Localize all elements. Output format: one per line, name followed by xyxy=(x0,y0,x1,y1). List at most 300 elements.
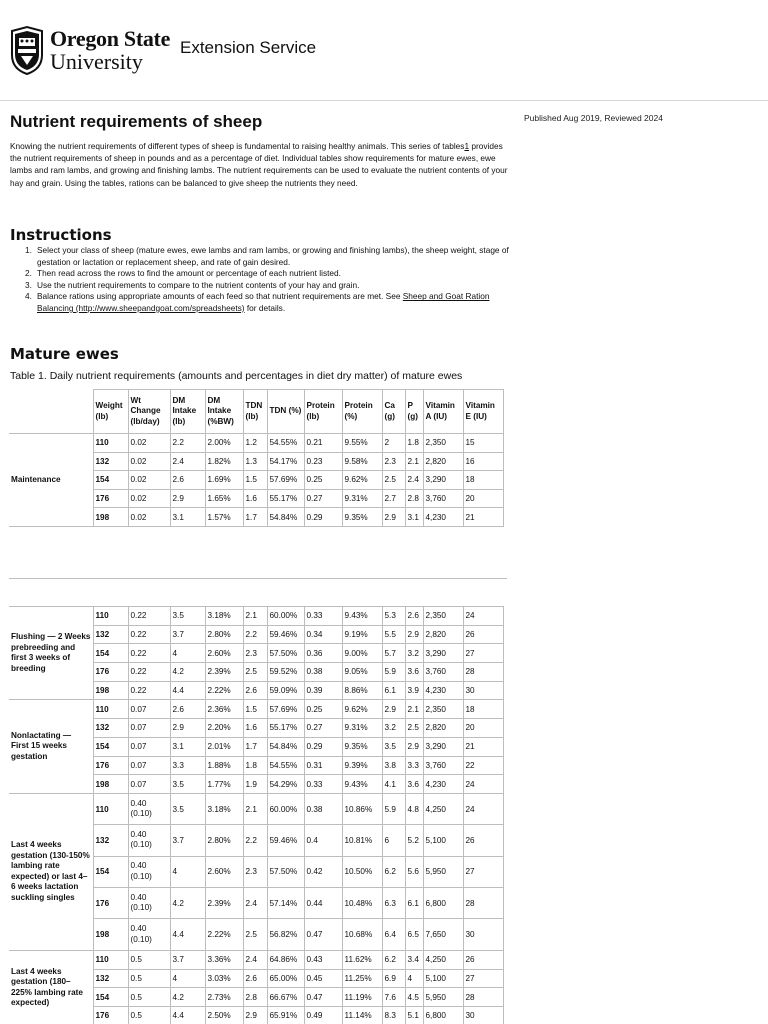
cell-protein-pct: 9.62% xyxy=(342,700,382,719)
list-item: 2. Then read across the rows to find the amount or percentage of each nutrient listed. xyxy=(25,268,341,279)
cell-tdn-lb: 2.8 xyxy=(243,988,267,1007)
cell-dm-intake-lb: 2.4 xyxy=(170,452,205,471)
cell-protein-pct: 10.48% xyxy=(342,888,382,919)
cell-weight: 132 xyxy=(93,452,128,471)
cell-protein-lb: 0.42 xyxy=(304,856,342,887)
cell-protein-pct: 9.31% xyxy=(342,719,382,738)
cell-weight: 198 xyxy=(93,775,128,794)
cell-protein-pct: 9.19% xyxy=(342,625,382,644)
cell-dm-intake-pct: 2.00% xyxy=(205,434,243,453)
cell-protein-pct: 9.05% xyxy=(342,663,382,682)
cell-dm-intake-pct: 3.36% xyxy=(205,950,243,969)
cell-protein-pct: 9.55% xyxy=(342,434,382,453)
cell-dm-intake-pct: 1.57% xyxy=(205,508,243,527)
cell-ca: 6.2 xyxy=(382,856,405,887)
cell-dm-intake-pct: 2.60% xyxy=(205,644,243,663)
cell-ca: 6.2 xyxy=(382,950,405,969)
cell-wt-change: 0.22 xyxy=(128,681,170,700)
cell-tdn-lb: 2.6 xyxy=(243,681,267,700)
cell-weight: 110 xyxy=(93,950,128,969)
cell-dm-intake-pct: 2.36% xyxy=(205,700,243,719)
cell-dm-intake-pct: 2.80% xyxy=(205,625,243,644)
cell-weight: 154 xyxy=(93,856,128,887)
cell-wt-change: 0.07 xyxy=(128,700,170,719)
cell-protein-lb: 0.4 xyxy=(304,825,342,856)
cell-ca: 2 xyxy=(382,434,405,453)
cell-vitamin-a: 3,290 xyxy=(423,644,463,663)
cell-vitamin-e: 24 xyxy=(463,775,503,794)
cell-ca: 2.5 xyxy=(382,471,405,490)
cell-ca: 3.8 xyxy=(382,756,405,775)
cell-p: 3.9 xyxy=(405,681,423,700)
cell-tdn-pct: 55.17% xyxy=(267,489,304,508)
cell-wt-change: 0.07 xyxy=(128,737,170,756)
cell-wt-change: 0.02 xyxy=(128,452,170,471)
table-row xyxy=(9,950,503,969)
cell-protein-lb: 0.29 xyxy=(304,508,342,527)
cell-tdn-lb: 2.5 xyxy=(243,663,267,682)
cell-tdn-lb: 2.4 xyxy=(243,950,267,969)
step-text: Use the nutrient requirements to compare to the nutrient contents of your hay and grain. xyxy=(37,279,360,290)
cell-ca: 6.9 xyxy=(382,969,405,988)
cell-protein-pct: 9.39% xyxy=(342,756,382,775)
cell-ca: 5.7 xyxy=(382,644,405,663)
cell-vitamin-e: 27 xyxy=(463,856,503,887)
cell-p: 2.1 xyxy=(405,452,423,471)
cell-weight: 154 xyxy=(93,644,128,663)
cell-ca: 4.1 xyxy=(382,775,405,794)
cell-weight: 132 xyxy=(93,719,128,738)
cell-p: 5.2 xyxy=(405,825,423,856)
cell-vitamin-a: 3,760 xyxy=(423,489,463,508)
cell-dm-intake-lb: 3.7 xyxy=(170,950,205,969)
cell-vitamin-e: 22 xyxy=(463,756,503,775)
cell-protein-pct: 9.00% xyxy=(342,644,382,663)
footnote-link[interactable]: 1 xyxy=(464,141,470,151)
cell-vitamin-e: 28 xyxy=(463,888,503,919)
cell-tdn-lb: 1.7 xyxy=(243,508,267,527)
list-item: 3. Use the nutrient requirements to compare to the nutrient contents of your hay and grain. xyxy=(25,279,360,290)
table-caption: Table 1. Daily nutrient requirements (amounts and percentages in diet dry matter) of mature ewes xyxy=(10,370,463,382)
cell-tdn-lb: 1.7 xyxy=(243,737,267,756)
cell-weight: 132 xyxy=(93,625,128,644)
cell-tdn-pct: 59.09% xyxy=(267,681,304,700)
cell-wt-change: 0.40 (0.10) xyxy=(128,793,170,824)
cell-protein-lb: 0.49 xyxy=(304,1006,342,1024)
cell-tdn-lb: 1.6 xyxy=(243,719,267,738)
step-text: Then read across the rows to find the amount or percentage of each nutrient listed. xyxy=(37,268,341,279)
cell-ca: 8.3 xyxy=(382,1006,405,1024)
cell-ca: 6 xyxy=(382,825,405,856)
cell-protein-pct: 10.68% xyxy=(342,919,382,950)
osu-logo[interactable] xyxy=(10,24,170,76)
cell-protein-pct: 10.81% xyxy=(342,825,382,856)
cell-dm-intake-pct: 3.18% xyxy=(205,607,243,626)
cell-protein-lb: 0.38 xyxy=(304,663,342,682)
cell-tdn-pct: 59.46% xyxy=(267,825,304,856)
cell-ca: 6.1 xyxy=(382,681,405,700)
cell-tdn-lb: 1.8 xyxy=(243,756,267,775)
cell-tdn-lb: 1.6 xyxy=(243,489,267,508)
cell-vitamin-a: 5,950 xyxy=(423,856,463,887)
cell-vitamin-a: 4,250 xyxy=(423,793,463,824)
cell-tdn-lb: 2.4 xyxy=(243,888,267,919)
cell-p: 2.6 xyxy=(405,607,423,626)
cell-dm-intake-pct: 3.18% xyxy=(205,793,243,824)
cell-p: 2.8 xyxy=(405,489,423,508)
cell-p: 4 xyxy=(405,969,423,988)
cell-vitamin-a: 5,100 xyxy=(423,969,463,988)
cell-vitamin-a: 2,350 xyxy=(423,700,463,719)
cell-tdn-lb: 2.3 xyxy=(243,644,267,663)
page-title: Nutrient requirements of sheep xyxy=(10,112,263,131)
cell-dm-intake-lb: 3.5 xyxy=(170,775,205,794)
cell-protein-pct: 11.14% xyxy=(342,1006,382,1024)
cell-wt-change: 0.07 xyxy=(128,775,170,794)
row-group-label: Nonlactating — First 15 weeks gestation xyxy=(9,700,93,793)
cell-vitamin-a: 3,290 xyxy=(423,737,463,756)
cell-tdn-lb: 2.1 xyxy=(243,607,267,626)
column-header-vitamin-e: Vitamin E (IU) xyxy=(463,390,503,434)
cell-p: 3.1 xyxy=(405,508,423,527)
cell-tdn-pct: 54.29% xyxy=(267,775,304,794)
cell-protein-lb: 0.27 xyxy=(304,719,342,738)
cell-vitamin-e: 21 xyxy=(463,737,503,756)
cell-dm-intake-lb: 4.2 xyxy=(170,988,205,1007)
cell-weight: 198 xyxy=(93,919,128,950)
cell-vitamin-a: 5,950 xyxy=(423,988,463,1007)
column-header-weight: Weight (lb) xyxy=(93,390,128,434)
nutrient-table-stages xyxy=(9,606,504,1024)
cell-wt-change: 0.22 xyxy=(128,625,170,644)
cell-dm-intake-pct: 3.03% xyxy=(205,969,243,988)
cell-ca: 2.7 xyxy=(382,489,405,508)
cell-wt-change: 0.07 xyxy=(128,756,170,775)
cell-protein-pct: 11.19% xyxy=(342,988,382,1007)
ration-balancing-link[interactable]: Sheep and Goat Ration Balancing (http://www.sheepandgoat.com/spreadsheets) xyxy=(37,291,490,313)
step-text: for details. xyxy=(244,302,286,313)
osu-seal-icon xyxy=(10,25,44,75)
cell-dm-intake-pct: 2.39% xyxy=(205,888,243,919)
cell-vitamin-e: 27 xyxy=(463,644,503,663)
cell-protein-lb: 0.21 xyxy=(304,434,342,453)
intro-paragraph xyxy=(10,140,510,189)
cell-p: 2.9 xyxy=(405,737,423,756)
cell-p: 3.6 xyxy=(405,775,423,794)
cell-wt-change: 0.22 xyxy=(128,663,170,682)
cell-p: 4.5 xyxy=(405,988,423,1007)
intro-text-2: provides the nutrient requirements of sheep in pounds and as a percentage of diet. Individual tables show requirements for mature ewes, ewe lambs and ram lambs, and growing and finishing lambs. The nutrient requirements can be used to evaluate the nutrient contents of your hay and grain. Using the tables, rations can be balanced to give sheep the nutrients they need. xyxy=(10,141,508,188)
cell-protein-lb: 0.45 xyxy=(304,969,342,988)
cell-p: 2.9 xyxy=(405,625,423,644)
cell-protein-lb: 0.23 xyxy=(304,452,342,471)
cell-tdn-lb: 2.1 xyxy=(243,793,267,824)
cell-protein-lb: 0.34 xyxy=(304,625,342,644)
column-header-protein-lb: Protein (lb) xyxy=(304,390,342,434)
cell-vitamin-a: 3,760 xyxy=(423,663,463,682)
cell-ca: 3.2 xyxy=(382,719,405,738)
header-divider xyxy=(0,100,768,101)
cell-dm-intake-pct: 1.69% xyxy=(205,471,243,490)
intro-text-1: Knowing the nutrient requirements of different types of sheep is fundamental to raising healthy animals. This series of tables xyxy=(10,141,465,151)
cell-tdn-pct: 57.14% xyxy=(267,888,304,919)
cell-vitamin-a: 2,820 xyxy=(423,719,463,738)
instructions-list xyxy=(25,245,513,315)
published-date: Published Aug 2019, Reviewed 2024 xyxy=(524,113,663,123)
cell-tdn-pct: 64.86% xyxy=(267,950,304,969)
instructions-heading: Instructions xyxy=(10,226,112,244)
cell-dm-intake-pct: 1.82% xyxy=(205,452,243,471)
cell-tdn-pct: 57.50% xyxy=(267,644,304,663)
cell-weight: 110 xyxy=(93,793,128,824)
table-divider xyxy=(9,578,507,579)
cell-weight: 176 xyxy=(93,1006,128,1024)
cell-ca: 7.6 xyxy=(382,988,405,1007)
cell-vitamin-a: 5,100 xyxy=(423,825,463,856)
cell-protein-lb: 0.38 xyxy=(304,793,342,824)
cell-vitamin-e: 30 xyxy=(463,919,503,950)
cell-protein-pct: 9.43% xyxy=(342,775,382,794)
cell-vitamin-a: 7,650 xyxy=(423,919,463,950)
column-header-dm-intake-pct: DM Intake (%BW) xyxy=(205,390,243,434)
column-header-tdn-pct: TDN (%) xyxy=(267,390,304,434)
column-header-ca: Ca (g) xyxy=(382,390,405,434)
cell-tdn-lb: 1.2 xyxy=(243,434,267,453)
cell-vitamin-a: 3,290 xyxy=(423,471,463,490)
cell-dm-intake-pct: 1.65% xyxy=(205,489,243,508)
cell-tdn-pct: 65.00% xyxy=(267,969,304,988)
cell-tdn-lb: 1.5 xyxy=(243,700,267,719)
cell-weight: 198 xyxy=(93,508,128,527)
cell-vitamin-a: 4,230 xyxy=(423,681,463,700)
cell-vitamin-e: 24 xyxy=(463,607,503,626)
cell-vitamin-e: 26 xyxy=(463,950,503,969)
cell-tdn-pct: 57.50% xyxy=(267,856,304,887)
cell-dm-intake-pct: 2.20% xyxy=(205,719,243,738)
cell-vitamin-e: 26 xyxy=(463,825,503,856)
cell-tdn-pct: 60.00% xyxy=(267,607,304,626)
cell-protein-lb: 0.25 xyxy=(304,700,342,719)
cell-tdn-pct: 66.67% xyxy=(267,988,304,1007)
cell-dm-intake-pct: 2.39% xyxy=(205,663,243,682)
cell-dm-intake-lb: 4 xyxy=(170,856,205,887)
cell-p: 3.3 xyxy=(405,756,423,775)
cell-vitamin-e: 20 xyxy=(463,489,503,508)
extension-service-label: Extension Service xyxy=(180,38,317,57)
cell-vitamin-a: 4,250 xyxy=(423,950,463,969)
cell-dm-intake-lb: 4 xyxy=(170,644,205,663)
cell-tdn-pct: 56.82% xyxy=(267,919,304,950)
cell-vitamin-a: 2,820 xyxy=(423,625,463,644)
cell-vitamin-a: 3,760 xyxy=(423,756,463,775)
cell-wt-change: 0.07 xyxy=(128,719,170,738)
cell-dm-intake-lb: 4.2 xyxy=(170,663,205,682)
row-group-label: Maintenance xyxy=(9,434,93,527)
cell-vitamin-e: 28 xyxy=(463,663,503,682)
cell-protein-lb: 0.31 xyxy=(304,756,342,775)
list-item: 4. Balance rations using appropriate amounts of each feed so that nutrient requirements are met. See Sheep and Goat Ration Balancing (http://www.sheepandgoat.com/spreadsheets) for details. xyxy=(25,291,490,313)
cell-vitamin-e: 28 xyxy=(463,988,503,1007)
cell-dm-intake-lb: 2.6 xyxy=(170,700,205,719)
cell-tdn-pct: 54.17% xyxy=(267,452,304,471)
cell-p: 5.1 xyxy=(405,1006,423,1024)
cell-protein-lb: 0.39 xyxy=(304,681,342,700)
cell-tdn-lb: 1.5 xyxy=(243,471,267,490)
cell-vitamin-a: 2,350 xyxy=(423,434,463,453)
cell-p: 4.8 xyxy=(405,793,423,824)
cell-wt-change: 0.22 xyxy=(128,607,170,626)
cell-weight: 110 xyxy=(93,607,128,626)
cell-vitamin-e: 26 xyxy=(463,625,503,644)
cell-vitamin-e: 30 xyxy=(463,1006,503,1024)
cell-dm-intake-lb: 3.3 xyxy=(170,756,205,775)
step-text: Select your class of sheep (mature ewes, ewe lambs and ram lambs, or growing and finishing lambs), the sheep weight, stage of gestation or lactation or replacement sheep, and rate of gain desired. xyxy=(37,245,509,267)
cell-weight: 198 xyxy=(93,681,128,700)
cell-wt-change: 0.40 (0.10) xyxy=(128,825,170,856)
cell-wt-change: 0.22 xyxy=(128,644,170,663)
cell-tdn-lb: 2.3 xyxy=(243,856,267,887)
row-group-label: Last 4 weeks gestation (130-150% lambing rate expected) or last 4–6 weeks lactation suckling singles xyxy=(9,793,93,950)
cell-p: 5.6 xyxy=(405,856,423,887)
cell-protein-lb: 0.47 xyxy=(304,988,342,1007)
table-row xyxy=(9,700,503,719)
column-header-tdn-lb: TDN (lb) xyxy=(243,390,267,434)
cell-protein-pct: 9.35% xyxy=(342,737,382,756)
cell-tdn-pct: 57.69% xyxy=(267,700,304,719)
cell-wt-change: 0.5 xyxy=(128,1006,170,1024)
cell-tdn-pct: 54.55% xyxy=(267,756,304,775)
column-header-vitamin-a: Vitamin A (IU) xyxy=(423,390,463,434)
cell-protein-pct: 10.86% xyxy=(342,793,382,824)
cell-dm-intake-pct: 2.50% xyxy=(205,1006,243,1024)
cell-wt-change: 0.40 (0.10) xyxy=(128,856,170,887)
cell-protein-lb: 0.25 xyxy=(304,471,342,490)
cell-vitamin-a: 2,820 xyxy=(423,452,463,471)
cell-vitamin-e: 18 xyxy=(463,471,503,490)
cell-protein-pct: 9.31% xyxy=(342,489,382,508)
cell-wt-change: 0.02 xyxy=(128,434,170,453)
table-row xyxy=(9,607,503,626)
cell-dm-intake-pct: 2.80% xyxy=(205,825,243,856)
cell-vitamin-e: 16 xyxy=(463,452,503,471)
cell-vitamin-a: 2,350 xyxy=(423,607,463,626)
logo-text-oregon-state: Oregon State xyxy=(50,25,171,51)
cell-weight: 176 xyxy=(93,663,128,682)
cell-ca: 5.5 xyxy=(382,625,405,644)
cell-dm-intake-pct: 2.60% xyxy=(205,856,243,887)
cell-protein-lb: 0.36 xyxy=(304,644,342,663)
cell-ca: 5.9 xyxy=(382,663,405,682)
cell-vitamin-e: 20 xyxy=(463,719,503,738)
table-row xyxy=(9,793,503,824)
row-group-label: Last 4 weeks gestation (180–225% lambing rate expected) xyxy=(9,950,93,1024)
cell-wt-change: 0.02 xyxy=(128,471,170,490)
cell-tdn-pct: 60.00% xyxy=(267,793,304,824)
cell-protein-pct: 11.25% xyxy=(342,969,382,988)
cell-ca: 2.9 xyxy=(382,700,405,719)
cell-tdn-pct: 54.84% xyxy=(267,737,304,756)
cell-weight: 110 xyxy=(93,434,128,453)
cell-wt-change: 0.40 (0.10) xyxy=(128,919,170,950)
cell-dm-intake-lb: 3.7 xyxy=(170,625,205,644)
cell-dm-intake-lb: 3.1 xyxy=(170,737,205,756)
cell-protein-pct: 9.35% xyxy=(342,508,382,527)
cell-protein-lb: 0.27 xyxy=(304,489,342,508)
cell-ca: 6.3 xyxy=(382,888,405,919)
cell-vitamin-a: 4,230 xyxy=(423,775,463,794)
cell-weight: 132 xyxy=(93,825,128,856)
cell-dm-intake-lb: 3.7 xyxy=(170,825,205,856)
row-group-label: Flushing — 2 Weeks prebreeding and first 3 weeks of breeding xyxy=(9,607,93,700)
cell-wt-change: 0.5 xyxy=(128,988,170,1007)
cell-tdn-pct: 54.84% xyxy=(267,508,304,527)
cell-ca: 2.9 xyxy=(382,508,405,527)
cell-tdn-pct: 59.46% xyxy=(267,625,304,644)
cell-p: 3.6 xyxy=(405,663,423,682)
column-header-p: P (g) xyxy=(405,390,423,434)
cell-p: 3.4 xyxy=(405,950,423,969)
cell-dm-intake-lb: 3.1 xyxy=(170,508,205,527)
cell-wt-change: 0.02 xyxy=(128,508,170,527)
cell-protein-pct: 9.62% xyxy=(342,471,382,490)
cell-protein-lb: 0.33 xyxy=(304,607,342,626)
cell-dm-intake-lb: 2.6 xyxy=(170,471,205,490)
list-item: 1. Select your class of sheep (mature ewes, ewe lambs and ram lambs, or growing and finishing lambs), the sheep weight, stage of gestation or lactation or replacement sheep, and rate of gain desired. xyxy=(25,245,509,267)
section-heading-mature-ewes: Mature ewes xyxy=(10,345,119,363)
cell-vitamin-e: 15 xyxy=(463,434,503,453)
cell-p: 2.5 xyxy=(405,719,423,738)
cell-dm-intake-lb: 4.4 xyxy=(170,919,205,950)
cell-tdn-lb: 2.6 xyxy=(243,969,267,988)
cell-vitamin-e: 24 xyxy=(463,793,503,824)
cell-dm-intake-pct: 2.73% xyxy=(205,988,243,1007)
cell-ca: 3.5 xyxy=(382,737,405,756)
cell-tdn-pct: 57.69% xyxy=(267,471,304,490)
cell-protein-pct: 8.86% xyxy=(342,681,382,700)
cell-dm-intake-pct: 2.22% xyxy=(205,919,243,950)
cell-tdn-pct: 54.55% xyxy=(267,434,304,453)
cell-dm-intake-lb: 4 xyxy=(170,969,205,988)
cell-tdn-pct: 59.52% xyxy=(267,663,304,682)
cell-ca: 2.3 xyxy=(382,452,405,471)
cell-tdn-lb: 2.2 xyxy=(243,825,267,856)
cell-protein-pct: 11.62% xyxy=(342,950,382,969)
cell-ca: 6.4 xyxy=(382,919,405,950)
cell-dm-intake-lb: 2.9 xyxy=(170,489,205,508)
logo-text-university: University xyxy=(50,48,143,74)
column-header-wt-change: Wt Change (lb/day) xyxy=(128,390,170,434)
cell-protein-lb: 0.44 xyxy=(304,888,342,919)
cell-tdn-lb: 2.2 xyxy=(243,625,267,644)
cell-weight: 154 xyxy=(93,737,128,756)
cell-protein-pct: 9.43% xyxy=(342,607,382,626)
cell-wt-change: 0.5 xyxy=(128,969,170,988)
cell-dm-intake-pct: 2.01% xyxy=(205,737,243,756)
cell-p: 2.1 xyxy=(405,700,423,719)
cell-vitamin-a: 6,800 xyxy=(423,1006,463,1024)
cell-protein-lb: 0.43 xyxy=(304,950,342,969)
cell-vitamin-a: 6,800 xyxy=(423,888,463,919)
cell-weight: 154 xyxy=(93,988,128,1007)
cell-weight: 176 xyxy=(93,489,128,508)
column-header-dm-intake-lb: DM Intake (lb) xyxy=(170,390,205,434)
table-header-row xyxy=(9,390,503,434)
cell-dm-intake-pct: 1.88% xyxy=(205,756,243,775)
cell-protein-pct: 10.50% xyxy=(342,856,382,887)
cell-tdn-pct: 65.91% xyxy=(267,1006,304,1024)
cell-wt-change: 0.5 xyxy=(128,950,170,969)
table-row xyxy=(9,434,503,453)
